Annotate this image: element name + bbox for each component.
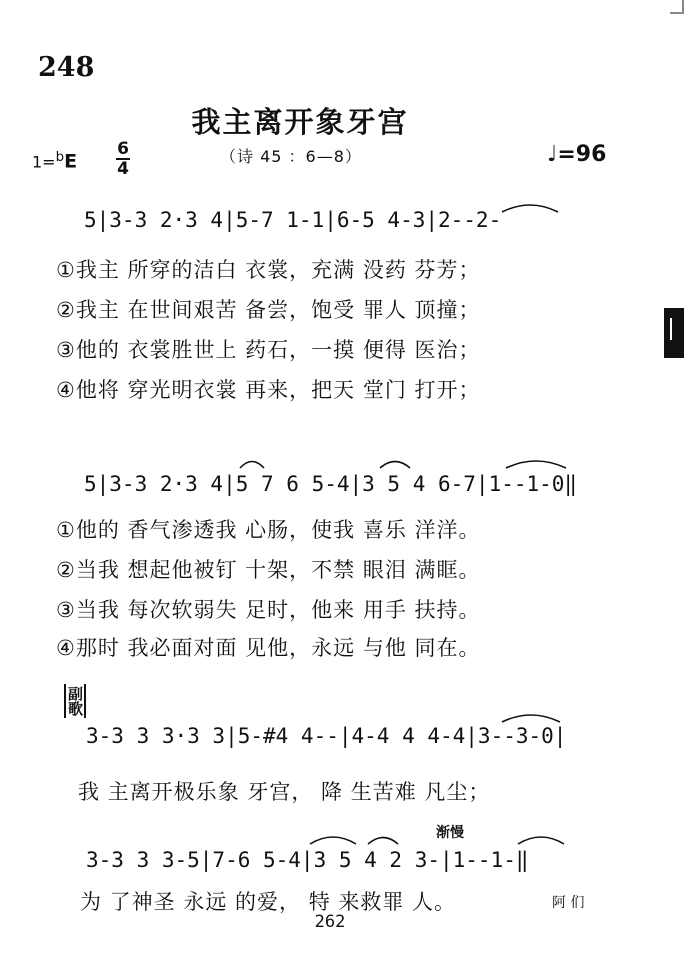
slur-mark: [308, 834, 358, 846]
page-edge-tab-line: [670, 318, 672, 340]
scan-corner-mark: [670, 0, 684, 14]
tempo-marking: ♩=96: [547, 142, 607, 167]
tie-mark: [504, 458, 568, 470]
verse1-lyric-2: ②我主 在世间艰苦 备尝，饱受 罪人 顶撞；: [56, 298, 481, 322]
amen-text: 阿 们: [552, 895, 585, 911]
tie-mark: [500, 712, 562, 724]
time-signature: [116, 140, 130, 178]
hymn-title: 我主离开象牙宫: [191, 105, 409, 139]
ritardando-mark: 渐慢: [436, 825, 464, 841]
verse2-notation: 5|3-3 2·3 4|5 7 6 5-4|3 5 4 6-7|1--1-0‖: [84, 472, 578, 496]
key-flat: b: [55, 150, 65, 165]
key-prefix: 1=: [32, 152, 56, 172]
verse1-lyric-1: ①我主 所穿的洁白 衣裳，充满 没药 芬芳；: [56, 258, 481, 282]
chorus-line2-lyrics: 为 了神圣 永远 的爱， 特 来救罪 人。: [80, 890, 457, 914]
page-number: 262: [314, 912, 346, 932]
tie-mark: [500, 202, 560, 214]
time-denominator: 4: [117, 159, 129, 179]
chorus-label: 副歌: [66, 686, 84, 716]
slur-mark: [366, 834, 400, 846]
time-numerator: 6: [117, 139, 129, 159]
hymn-number: 248: [38, 52, 95, 83]
slur-mark: [378, 458, 412, 470]
key-note: E: [64, 150, 78, 173]
key-signature: [32, 150, 77, 172]
verse2-lyric-3: ③当我 每次软弱失 足时，他来 用手 扶持。: [56, 598, 481, 622]
verse1-lyric-4: ④他将 穿光明衣裳 再来，把天 堂门 打开；: [56, 378, 481, 402]
chorus-line1-lyrics: 我 主离开极乐象 牙宫， 降 生苦难 凡尘；: [78, 780, 491, 804]
tie-mark: [516, 834, 566, 846]
page-edge-tab: [664, 308, 684, 358]
slur-mark: [238, 458, 266, 470]
scripture-reference: （诗 45 ：6—8）: [220, 147, 362, 166]
chorus-line1-notation: 3-3 3 3·3 3|5-#4 4--|4-4 4 4-4|3--3-0|: [86, 724, 567, 748]
chorus-line2-notation: 3-3 3 3-5|7-6 5-4|3 5 4 2 3-|1--1-‖: [86, 848, 529, 872]
verse2-lyric-1: ①他的 香气渗透我 心肠，使我 喜乐 洋洋。: [56, 518, 481, 542]
verse2-lyric-4: ④那时 我必面对面 见他，永远 与他 同在。: [56, 636, 481, 660]
verse1-lyric-3: ③他的 衣裳胜世上 药石，一摸 便得 医治；: [56, 338, 481, 362]
verse1-notation: 5|3-3 2·3 4|5-7 1-1|6-5 4-3|2--2-: [84, 208, 502, 232]
verse2-lyric-2: ②当我 想起他被钉 十架，不禁 眼泪 满眶。: [56, 558, 481, 582]
